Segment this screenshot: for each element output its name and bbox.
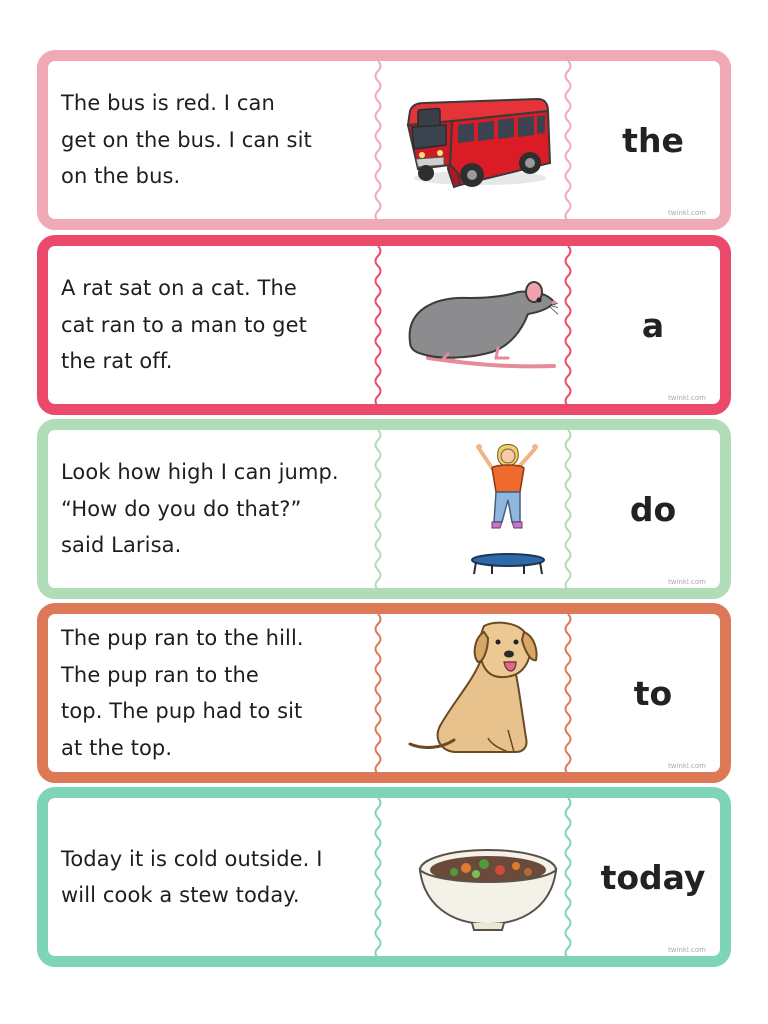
girl-on-trampoline-icon <box>388 434 558 584</box>
brand-mark: twinkl.com <box>667 209 706 217</box>
wavy-divider-icon <box>562 798 574 956</box>
sentence-text: A rat sat on a cat. The cat ran to a man to get the rat off. <box>61 276 307 374</box>
brand-mark: twinkl.com <box>667 394 706 402</box>
sentence-panel <box>61 246 361 404</box>
wavy-divider-icon <box>372 61 384 219</box>
wavy-divider-icon <box>372 430 384 588</box>
rat-picture <box>388 250 558 400</box>
sight-word: to <box>633 673 673 713</box>
bowl-of-stew-icon <box>388 802 558 952</box>
reading-card-the <box>37 50 731 230</box>
sentence-panel <box>61 61 361 219</box>
wavy-divider-icon <box>562 61 574 219</box>
sight-word: the <box>622 120 684 160</box>
reading-card-a <box>37 235 731 415</box>
wavy-divider-icon <box>562 430 574 588</box>
brand-mark: twinkl.com <box>667 578 706 586</box>
wavy-divider-icon <box>372 246 384 404</box>
sentence-text: The pup ran to the hill. The pup ran to the top. The pup had to sit at the top. <box>61 626 304 760</box>
brand-mark: twinkl.com <box>667 946 706 954</box>
stew-picture <box>388 802 558 952</box>
sight-word: do <box>629 489 677 529</box>
sentence-text: Look how high I can jump. “How do you do that?” said Larisa. <box>61 460 339 558</box>
sight-word: today <box>600 857 706 897</box>
jumping-girl-picture <box>388 434 558 584</box>
sentence-panel <box>61 430 361 588</box>
puppy-picture <box>388 618 558 768</box>
reading-card-today <box>37 787 731 967</box>
sentence-panel <box>61 614 361 772</box>
sitting-puppy-icon <box>388 618 558 768</box>
sentence-text: The bus is red. I can get on the bus. I can sit on the bus. <box>61 91 312 189</box>
red-bus-icon <box>388 65 558 215</box>
sight-word: a <box>641 305 665 345</box>
wavy-divider-icon <box>562 614 574 772</box>
wavy-divider-icon <box>372 614 384 772</box>
reading-card-to <box>37 603 731 783</box>
wavy-divider-icon <box>562 246 574 404</box>
wavy-divider-icon <box>372 798 384 956</box>
grey-rat-icon <box>388 250 558 400</box>
sentence-panel <box>61 798 361 956</box>
sentence-text: Today it is cold outside. I will cook a stew today. <box>61 846 323 907</box>
brand-mark: twinkl.com <box>667 762 706 770</box>
bus-picture <box>388 65 558 215</box>
reading-card-do <box>37 419 731 599</box>
